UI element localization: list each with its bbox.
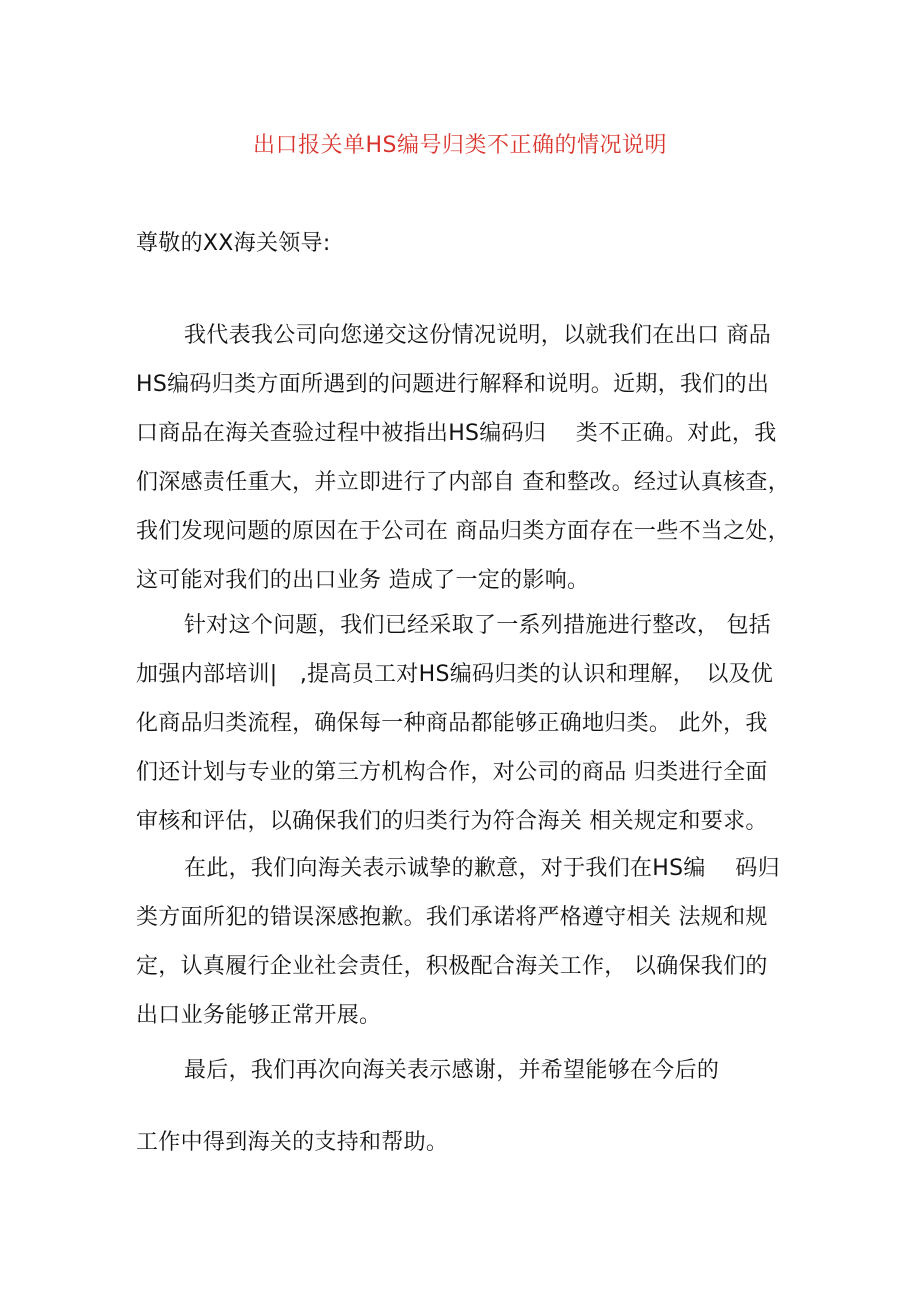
paragraph-line: 化商品归类流程，确保每一种商品都能够正确地归类。 此外，我 [136,711,768,736]
paragraph-line: 们深感责任重大，并立即进行了内部自 查和整改。经过认真核查， [136,470,790,495]
paragraph-line: 审核和评估，以确保我们的归类行为符合海关 相关规定和要求。 [136,809,768,834]
paragraph-line: 工作中得到海关的支持和帮助。 [136,1130,449,1155]
salutation: 尊敬的XX海关领导: [136,231,331,256]
paragraph-line: 们还计划与专业的第三方机构合作，对公司的商品 归类进行全面 [136,760,768,785]
paragraph-line: 最后，我们再次向海关表示感谢，并希望能够在今后的 [184,1058,720,1083]
paragraph-line: HS编码归类方面所遇到的问题进行解释和说明。近期，我们的出 [136,372,770,397]
paragraph-line: 我代表我公司向您递交这份情况说明，以就我们在出口 商品 [184,323,772,348]
paragraph-line: 在此，我们向海关表示诚挚的歉意，对于我们在HS编 码归 [184,856,780,881]
paragraph-line: 出口业务能够正常开展。 [136,1003,382,1028]
paragraph-line: 加强内部培训| ,提高员工对HS编码归类的认识和理解， 以及优 [136,662,774,687]
paragraph-line: 口商品在海关查验过程中被指出HS编码归 类不正确。对此，我 [136,421,777,446]
paragraph-line: 定，认真履行企业社会责任，积极配合海关工作， 以确保我们的 [136,954,768,979]
paragraph-line: 这可能对我们的出口业务 造成了一定的影响。 [136,568,590,593]
paragraph-line: 我们发现问题的原因在于公司在 商品归类方面存在一些不当之处， [136,519,790,544]
paragraph-line: 类方面所犯的错误深感抱歉。我们承诺将严格遵守相关 法规和规 [136,905,768,930]
document-title: 出口报关单HS编号归类不正确的情况说明 [252,133,667,158]
paragraph-line: 针对这个问题，我们已经采取了一系列措施进行整改， 包括 [184,613,772,638]
